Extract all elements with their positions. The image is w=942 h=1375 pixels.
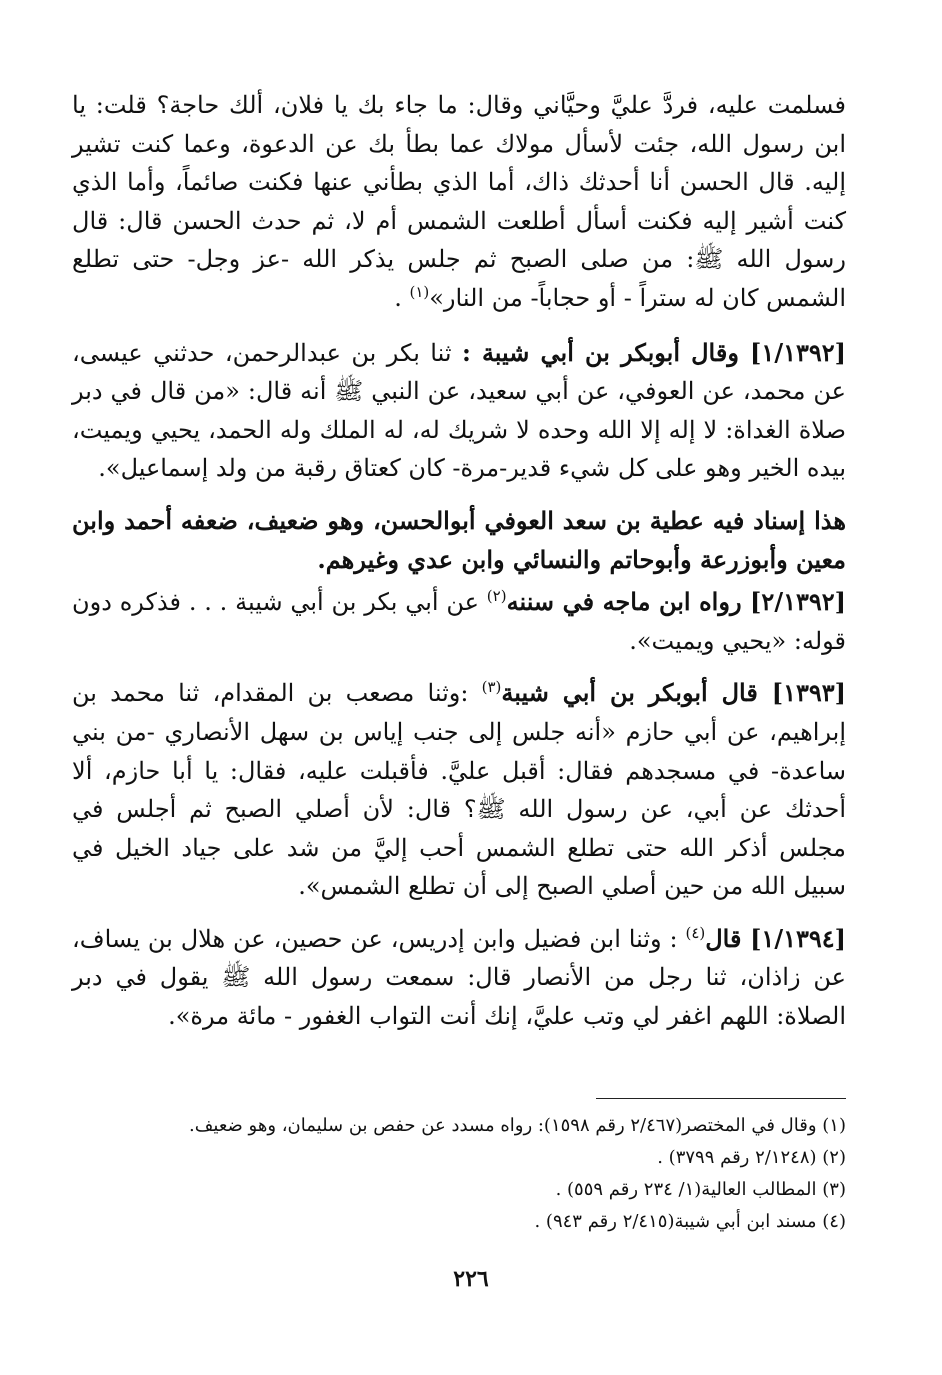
footnote-divider <box>596 1098 846 1099</box>
paragraph-1393-text: :وثنا مصعب بن المقدام، ثنا محمد بن إبراهيم، عن أبي حازم «أنه جلس إلى جنب إياس بن سهل الأنصاري -من بني ساعدة- في مسجدهم فقال: أقبل عليَّ. فأقبلت عليه، فقال: يا أبا حازم، ألا أحدثك عن أبي، عن رسول الله ﷺ؟ قال: لأن أصلي الصبح ثم أجلس في مجلس أذكر الله حتى تطلع الشمس أحب إليَّ من شد على جياد الخيل في سبيل الله من حين أصلي الصبح إلى أن تطلع الشمس». <box>72 679 847 901</box>
paragraph-1392-1 <box>72 334 846 488</box>
footnotes <box>90 1110 846 1238</box>
hadith-number-1392-2: [٢/١٣٩٢] رواه ابن ماجه في سننه <box>506 587 846 617</box>
isnad-note-text: هذا إسناد فيه عطية بن سعد العوفي أبوالحسن، وهو ضعيف، ضعفه أحمد وابن معين وأبوزرعة وأبوحاتم والنسائي وابن عدي وغيرهم. <box>72 505 846 574</box>
footnote-2: (٢) (٢/١٢٤٨ رقم ٣٧٩٩) . <box>657 1147 846 1168</box>
footnote-3: (٣) المطالب العالية(١/ ٢٣٤ رقم ٥٥٩) . <box>555 1179 846 1200</box>
paragraph-1392-2 <box>72 583 846 660</box>
paragraph-1393 <box>72 674 846 906</box>
footnote-4: (٤) مسند ابن أبي شيبة(٢/٤١٥ رقم ٩٤٣) . <box>534 1211 846 1232</box>
paragraph-1394-1 <box>72 920 846 1036</box>
paragraph-isnad-note <box>72 502 846 579</box>
footnote-ref-3[interactable]: (٣) <box>481 678 502 697</box>
hadith-number-1392-1: [١/١٣٩٢] وقال أبوبكر بن أبي شيبة : <box>461 337 846 367</box>
paragraph-1392-1-text: ثنا بكر بن عبدالرحمن، حدثني عيسى، عن محمد، عن العوفي، عن أبي سعيد، عن النبي ﷺ أنه قال: «من قال في دبر صلاة الغداة: لا إله إلا الله وحده لا شريك له، له الملك وله الحمد، يحيي ويميت، بيده الخير وهو على كل شيء قدير-مرة- كان كعتاق رقبة من ولد إسماعيل». <box>72 338 846 483</box>
footnote-ref-4[interactable]: (٤) <box>685 923 706 942</box>
paragraph-1-text: فسلمت عليه، فردَّ عليَّ وحيَّاني وقال: ما جاء بك يا فلان، ألك حاجة؟ قلت: يا ابن رسول الله، جئت لأسأل مولاك عما بطأ بك عن الدعوة، وعما كنت تشير إليه. قال الحسن أنا أحدثك ذاك، أما الذي بطأني عنها فكنت صائماً، وأما الذي كنت أشير إليه فكنت أسأل أطلعت الشمس أم لا، ثم حدث الحسن قال: قال رسول الله ﷺ: من صلى الصبح ثم جلس يذكر الله -عز وجل- حتى تطلع الشمس كان له ستراً - أو حجاباً- من النار» <box>72 91 846 312</box>
hadith-number-1394-1: [١/١٣٩٤] قال <box>705 923 846 953</box>
paragraph-1392-2-text: عن أبي بكر بن أبي شيبة . . . فذكره دون قوله: «يحيي ويميت». <box>72 588 846 655</box>
footnote-ref-1[interactable]: (١) <box>409 282 430 301</box>
hadith-number-1393: [١٣٩٣] قال أبوبكر بن أبي شيبة <box>501 678 846 708</box>
footnote-ref-2[interactable]: (٢) <box>486 587 507 606</box>
paragraph-1394-1-text: : وثنا ابن فضيل وابن إدريس، عن حصين، عن هلال بن يساف، عن زاذان، ثنا رجل من الأنصار قال: سمعت رسول الله ﷺ يقول في دبر الصلاة: اللهم اغفر لي وتب عليَّ، إنك أنت التواب الغفور - مائة مرة». <box>72 924 846 1031</box>
footnote-1: (١) وقال في المختصر(٢/٤٦٧ رقم ١٥٩٨): رواه مسدد عن حفص بن سليمان، وهو ضعيف. <box>189 1115 846 1136</box>
paragraph-1 <box>72 86 846 318</box>
paragraph-1-tail: . <box>394 283 402 312</box>
page-number: ٢٢٦ <box>453 1266 489 1292</box>
